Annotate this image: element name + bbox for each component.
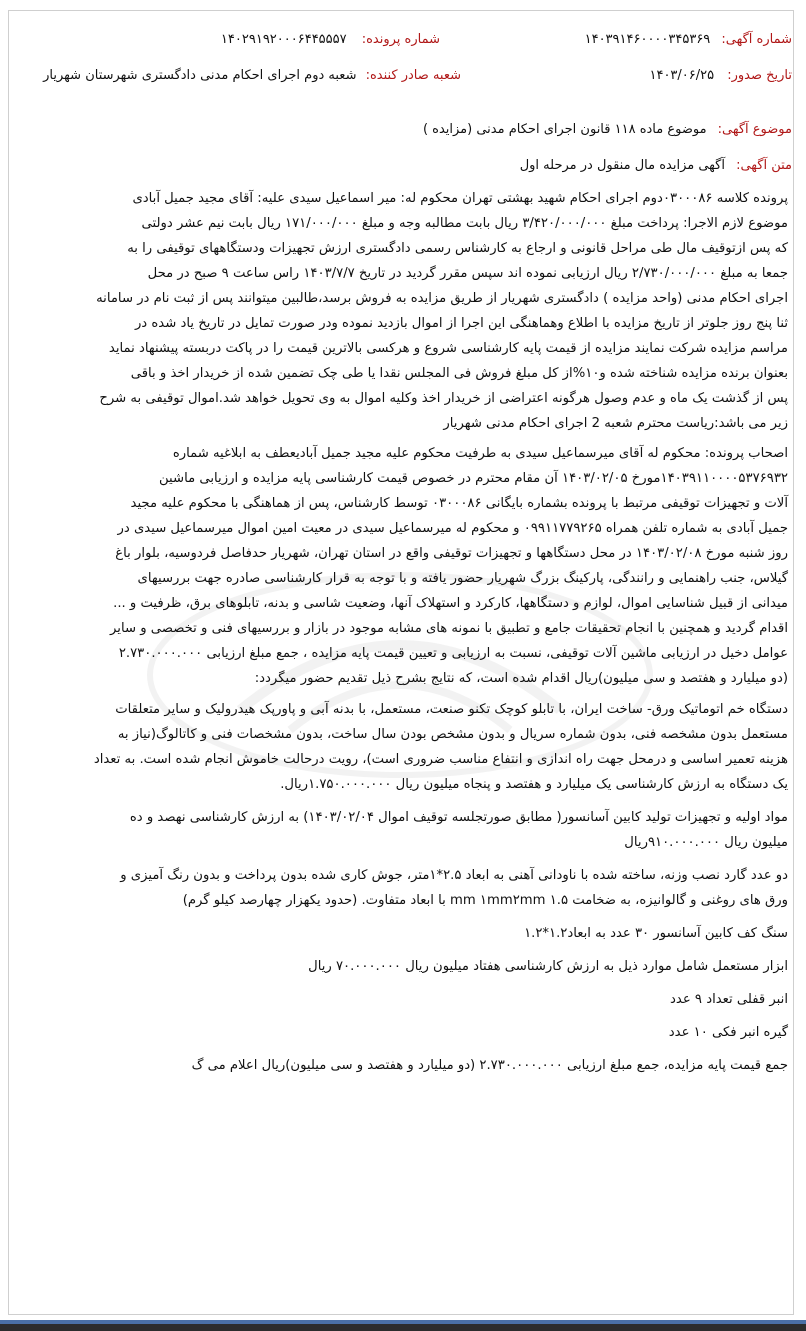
body-line: ثنا پنج روز جلوتر از تاریخ مزایده با اطلاع وهماهنگی این اجرا از اموال بازدید نموده ودر صورت تمایل در تاریخ یاد شده در <box>134 316 788 331</box>
body-line: دو عدد گارد نصب وزنه، ساخته شده با ناودانی آهنی به ابعاد ۲.۵*۱متر، جوش کاری شده بدون پرداخت و بدون رنگ آمیزی و <box>120 868 788 883</box>
subject-label: موضوع آگهی: <box>717 122 792 137</box>
item-used-tools: ابزار مستعمل شامل موارد ذیل به ارزش کارشناسی هفتاد میلیون ریال ۷۰.۰۰۰.۰۰۰ ریال <box>308 959 788 974</box>
body-line: جمعا به مبلغ ۲/۷۳۰/۰۰۰/۰۰۰ ریال ارزیابی نموده اند سپس مقرر گردید در تاریخ ۱۴۰۳/۷/۷ راس ساعت ۹ صبح در محل <box>147 266 788 281</box>
page-bottom-stripe <box>0 1320 806 1324</box>
case-number-label: شماره پرونده: <box>361 32 440 47</box>
body-line: میدانی از قبیل شناسایی اموال، لوازم و دستگاهها، کارکرد و استهلاک آنها، وضعیت شاسی و بدنه، تابلوهای برق، ظرفیت و ... <box>113 596 788 611</box>
paragraph-bending-machine <box>18 697 788 797</box>
issuing-branch-row <box>43 64 461 83</box>
body-line: هزینه تعمیر اساسی و درمحل جهت راه اندازی و انتفاع مناسب ضروری است)، رویت درحالت خاموش انجام شده است. به تعداد <box>93 752 788 767</box>
body-line: روز شنبه مورخ ۱۴۰۳/۰۲/۰۸ در محل دستگاهها و تجهیزات توقیفی واقع در استان تهران، شهریار حدفاصل فردوسیه، بلوار باغ <box>115 546 788 561</box>
body-line: آلات و تجهیزات توقیفی مرتبط با پرونده بشماره بایگانی ۰۳۰۰۰۸۶ توسط کارشناس، پس از هماهنگی با محکوم علیه مجید <box>130 496 788 511</box>
case-number-value: ۱۴۰۲۹۱۹۲۰۰۰۶۴۴۵۵۵۷ <box>220 32 347 47</box>
body-line: مستعمل بدون مشخصه فنی، بدون شماره سریال و بدون مشخص بودن سال ساخت، بدون مشخصات فنی و کاتالوگ(نیاز به <box>117 727 788 742</box>
body-line: اصحاب پرونده: محکوم له آقای میرسماعیل سیدی به طرفیت محکوم علیه مجید جمیل آبادیعطف به ابلاغیه شماره <box>172 446 788 461</box>
issue-date-row <box>649 64 792 83</box>
total-base-price: جمع قیمت پایه مزایده، جمع مبلغ ارزیابی ۲.۷۳۰.۰۰۰.۰۰۰ (دو میلیارد و هفتصد و سی میلیون)ریال اعلام می گ <box>191 1058 788 1073</box>
body-line: زیر می باشد:ریاست محترم شعبه 2 اجرای احکام مدنی شهریار <box>443 416 788 431</box>
paragraph-raw-materials <box>18 805 788 855</box>
body-line: یک دستگاه به ارزش کارشناسی یک میلیارد و هفتصد و پنجاه میلیون ریال ۱.۷۵۰.۰۰۰.۰۰۰ریال. <box>280 777 788 792</box>
paragraph-case-summary <box>18 186 788 436</box>
case-number-row <box>221 28 440 47</box>
item-jaw-clamps: گیره انبر فکی ۱۰ عدد <box>668 1025 788 1040</box>
body-line: موضوع لازم الاجرا: پرداخت مبلغ ۳/۴۲۰/۰۰۰/۰۰۰ ریال بابت مطالبه وجه و مبلغ ۱۷۱/۰۰۰/۰۰۰ ریال بابت نیم عشر دولتی <box>141 216 788 231</box>
body-line: مواد اولیه و تجهیزات تولید کابین آسانسور( مطابق صورتجلسه توقیف اموال ۱۴۰۳/۰۲/۰۴) به ارزش کارشناسی نهصد و ده <box>129 810 788 825</box>
body-line: گیلاس، جنب راهنمایی و رانندگی، پارکینگ بزرگ شهریار حضور یافته و با توجه به قرار کارشناسی صادره جهت بررسیهای <box>137 571 788 586</box>
body-line: مراسم مزایده شرکت نمایند مزایده از قیمت پایه کارشناسی شروع و هرکسی بالاترین قیمت را در پاکت دربسته پیشنهاد نماید <box>108 341 788 356</box>
notice-text-label: متن آگهی: <box>736 158 792 173</box>
body-line: اجرای احکام مدنی (واحد مزایده ) دادگستری شهریار از طریق مزایده به فروش برسد،طالبین میتوانند پس از ثبت نام در سامانه <box>96 291 788 306</box>
body-line: پس از گذشت یک ماه و عدم وصول هرگونه اعتراضی از خریدار اخذ وکلیه اموال به وی تحویل خواهد شد.اموال توقیفی به شرح <box>99 391 788 406</box>
notice-text-row <box>520 154 792 173</box>
body-line: جمیل آبادی به شماره تلفن همراه ۰۹۹۱۱۷۷۹۲۶۵ و محکوم له میرسماعیل سیدی در معیت امین اموال میرسماعیل سیدی در <box>117 521 788 536</box>
issuing-branch-label: شعبه صادر کننده: <box>365 68 461 83</box>
issue-date-value: ۱۴۰۳/۰۶/۲۵ <box>649 68 715 83</box>
body-line: بعنوان برنده مزایده شناخته شده و۱۰%از کل مبلغ فروش فی المجلس نقدا یا طی چک تضمین شده از خریدار اخذ و باقی <box>130 366 788 381</box>
subject-value: موضوع ماده ۱۱۸ قانون اجرای احکام مدنی (مزایده ) <box>422 122 707 137</box>
notice-body <box>18 186 788 1078</box>
notice-number-label: شماره آگهی: <box>721 32 792 47</box>
issuing-branch-value: شعبه دوم اجرای احکام مدنی دادگستری شهرستان شهریار <box>43 68 357 83</box>
body-line: عوامل دخیل در ارزیابی ماشین آلات توقیفی، نسبت به ارزیابی و تعیین قیمت پایه مزایده ، جمع مبلغ ارزیابی ۲.۷۳۰.۰۰۰.۰۰۰ <box>118 646 788 661</box>
body-line: ۱۴۰۳۹۱۱۰۰۰۰۵۳۷۶۹۳۲مورخ ۱۴۰۳/۰۲/۰۵ آن مقام محترم در خصوص قیمت کارشناسی پایه مزایده و ارزیابی ماشین <box>159 471 788 486</box>
item-cabin-floor-stone: سنگ کف کابین آسانسور ۳۰ عدد به ابعاد۱.۲*۱.۲ <box>524 926 788 941</box>
body-line: (دو میلیارد و هفتصد و سی میلیون)ریال اقدام شده است، که نتایج بشرح ذیل تقدیم حضور میگردد: <box>254 671 788 686</box>
body-line: میلیون ریال ۹۱۰.۰۰۰.۰۰۰ریال <box>624 835 788 850</box>
page-bottom-bar <box>0 1320 806 1331</box>
body-line: که پس ازتوقیف مال طی مراحل قانونی و ارجاع به کارشناس رسمی دادگستری ارزش تجهیزات ودستگاههای توقیفی را به <box>127 241 788 256</box>
paragraph-weight-guards <box>18 863 788 913</box>
body-line: اقدام گردید و همچنین با انجام تحقیقات جامع و تطبیق با نمونه های مشابه موجود در بازار و بررسیهای فنی و تخصصی و سایر <box>110 621 788 636</box>
paragraph-expert-report <box>18 441 788 691</box>
body-line: پرونده کلاسه ۰۳۰۰۰۸۶دوم اجرای احکام شهید بهشتی تهران محکوم له: میر اسماعیل سیدی علیه: آقای مجید جمیل آبادی <box>132 191 788 206</box>
subject-row <box>423 118 792 137</box>
item-locking-pliers: انبر قفلی تعداد ۹ عدد <box>670 992 788 1007</box>
body-line: دستگاه خم اتوماتیک ورق- ساخت ایران، با تابلو کوچک تکنو صنعت، مستعمل، با بدنه آبی و پاورپک هیدرولیک و سایر متعلقات <box>115 702 788 717</box>
notice-number-value: ۱۴۰۳۹۱۴۶۰۰۰۰۳۴۵۳۶۹ <box>584 32 711 47</box>
notice-text-value: آگهی مزایده مال منقول در مرحله اول <box>519 158 725 173</box>
notice-number-row <box>585 28 792 47</box>
issue-date-label: تاریخ صدور: <box>727 68 792 83</box>
body-line: ورق های روغنی و گالوانیزه، به ضخامت ۱.۵ mm ۱mm۲mm با ابعاد متفاوت. (حدود یکهزار چهارصد کیلو گرم) <box>182 893 788 908</box>
